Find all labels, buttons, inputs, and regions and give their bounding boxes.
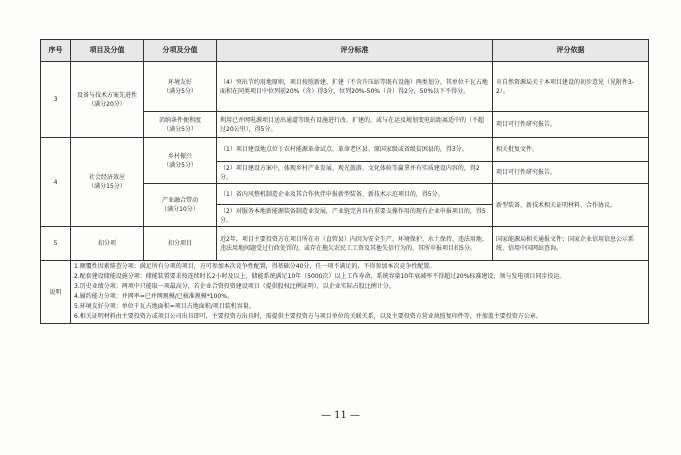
header-criteria: 评分标准 [217, 40, 493, 62]
notes-label: 说明 [41, 261, 71, 324]
header-no: 序号 [41, 40, 71, 62]
project-name: 社会经济效应 [88, 174, 125, 181]
basis-cell: 项目可行性研究报告。 [493, 162, 649, 184]
sub-cell [144, 184, 217, 227]
note-item: 1.额覆性因素排查分项：满足所有分项的项目，方可参加本次竞争性配置，得基础分40分，任一项不满足的，不得参加本次竞争性配置。 [74, 263, 436, 270]
basis-cell: 市自然资源局关于本项目建设的初步意见（见附件3-2）。 [493, 62, 649, 112]
project-cell: 扣分项 [71, 227, 144, 261]
criteria-cell: （1）项目建设地点位于农村能源革命试点、革命老区县、原国家级或省级贫困县的，得3分。 [217, 138, 493, 162]
header-basis: 评分依据 [493, 40, 649, 62]
table-row [41, 227, 649, 261]
row-number: 3 [41, 62, 71, 138]
project-name: 设备与技术方案先进性 [76, 91, 137, 99]
header-project: 项目及分值 [71, 40, 144, 62]
criteria-cell: 近2年，项目主要投资方在项目所在市（直管县）内因为安全生产、环境保护、水土保持、违法用地、违法用地间题受过行政处罚的，或存在拖欠农民工工资及其他失信行为的，其所申报项目扣5分。 [217, 227, 493, 261]
basis-cell: 项目可行性研究报告。 [493, 112, 649, 138]
criteria-cell: 利用已并网电源项目送出通道等既有设施进行改、扩建的，或与在运及规划变电站距离适中的（不超过20公里），得5分。 [217, 112, 493, 138]
notes-cell [71, 261, 649, 324]
criteria-cell: （4）突出节约用地原则，项目按照新建、扩建（不含升压站等既有设施）两类划分，其单位千瓦占地面积在同类项目中位列前20%（含）得3分，位列20%-50%（含）得2分，50%以下不得分。 [217, 62, 493, 112]
header-sub: 分项及分值 [144, 40, 217, 62]
sub-name: 乡村振兴 [167, 152, 192, 160]
note-item: 4.履约能力分项：并网率=已并网规模/已核准规模*100%。 [74, 293, 233, 300]
scoring-table [40, 39, 649, 324]
sub-cell [144, 112, 217, 138]
sub-cell: 扣分项目 [144, 227, 217, 261]
notes-row [41, 261, 649, 324]
project-score: （满分15分） [88, 183, 126, 190]
basis-cell: 相关批复文件。 [493, 138, 649, 162]
table-row [41, 138, 649, 162]
basis-cell: 国家能源局相关通报文件；国家企业信用信息公示系统、信用中国网站查询。 [493, 227, 649, 261]
project-score: （满分20分） [88, 100, 126, 108]
sub-score: （满分5分） [163, 125, 197, 133]
project-cell [71, 62, 144, 138]
project-cell [71, 138, 144, 227]
note-item: 5.环境友好分项：单位千瓦占地面积=项目占地面积/项目装机容量。 [74, 303, 255, 310]
sub-name: 产业融合带动 [161, 197, 198, 204]
sub-score: （满分10分） [161, 206, 199, 213]
sub-cell [144, 138, 217, 184]
basis-cell: 新型装备、新技术相关证明材料、合作协议。 [493, 184, 649, 227]
criteria-cell: （1）省内风整机制造企业及其合作伙伴申报新型装备、新技术示范项目的，得5分。 [217, 184, 493, 205]
sub-name: 消纳条件便利度 [158, 116, 201, 124]
sub-score: （满分5分） [163, 161, 197, 169]
sub-name: 环境友好 [167, 78, 192, 86]
note-item: 6.相关证明材料由主要投资方或项目公司出具即可，主要投资方出具时，需提供主要投资方与项目单位的关联关系，以及主要投资方营业执照复印件等，并加盖主要投资方公章。 [74, 313, 542, 320]
criteria-cell: （2）项目建设方案中，体现乡村产业发展、观光旅游、文化体验等赢拿并有实质建设内容的，得2分。 [217, 162, 493, 184]
row-number: 4 [41, 138, 71, 227]
page-number: — 11 — [320, 410, 361, 421]
sub-cell [144, 62, 217, 112]
note-item: 2.配套建设储能设施分项：储能装置要求按连续时长2小时及以上，储能系统满足10年（5000次）以上工作寿命，系统容量10年衰减率不得超过20%标准建设，须与发电项目同步投运。 [74, 273, 566, 280]
row-number: 5 [41, 227, 71, 261]
sub-score: （满分5分） [163, 87, 197, 95]
table-header-row [41, 40, 649, 62]
criteria-cell: （2）对服务本地新能源装备制造业发展，产业链完善具有重要支撑作用的现有企业申报项目的，得5分。 [217, 205, 493, 227]
note-item: 3.历史业绩分项：两项中只能取一项最高分，若企业合资投资建设项目（提供股权比例证明），以企业实际占股比例计分。 [74, 283, 395, 290]
table-row [41, 62, 649, 112]
